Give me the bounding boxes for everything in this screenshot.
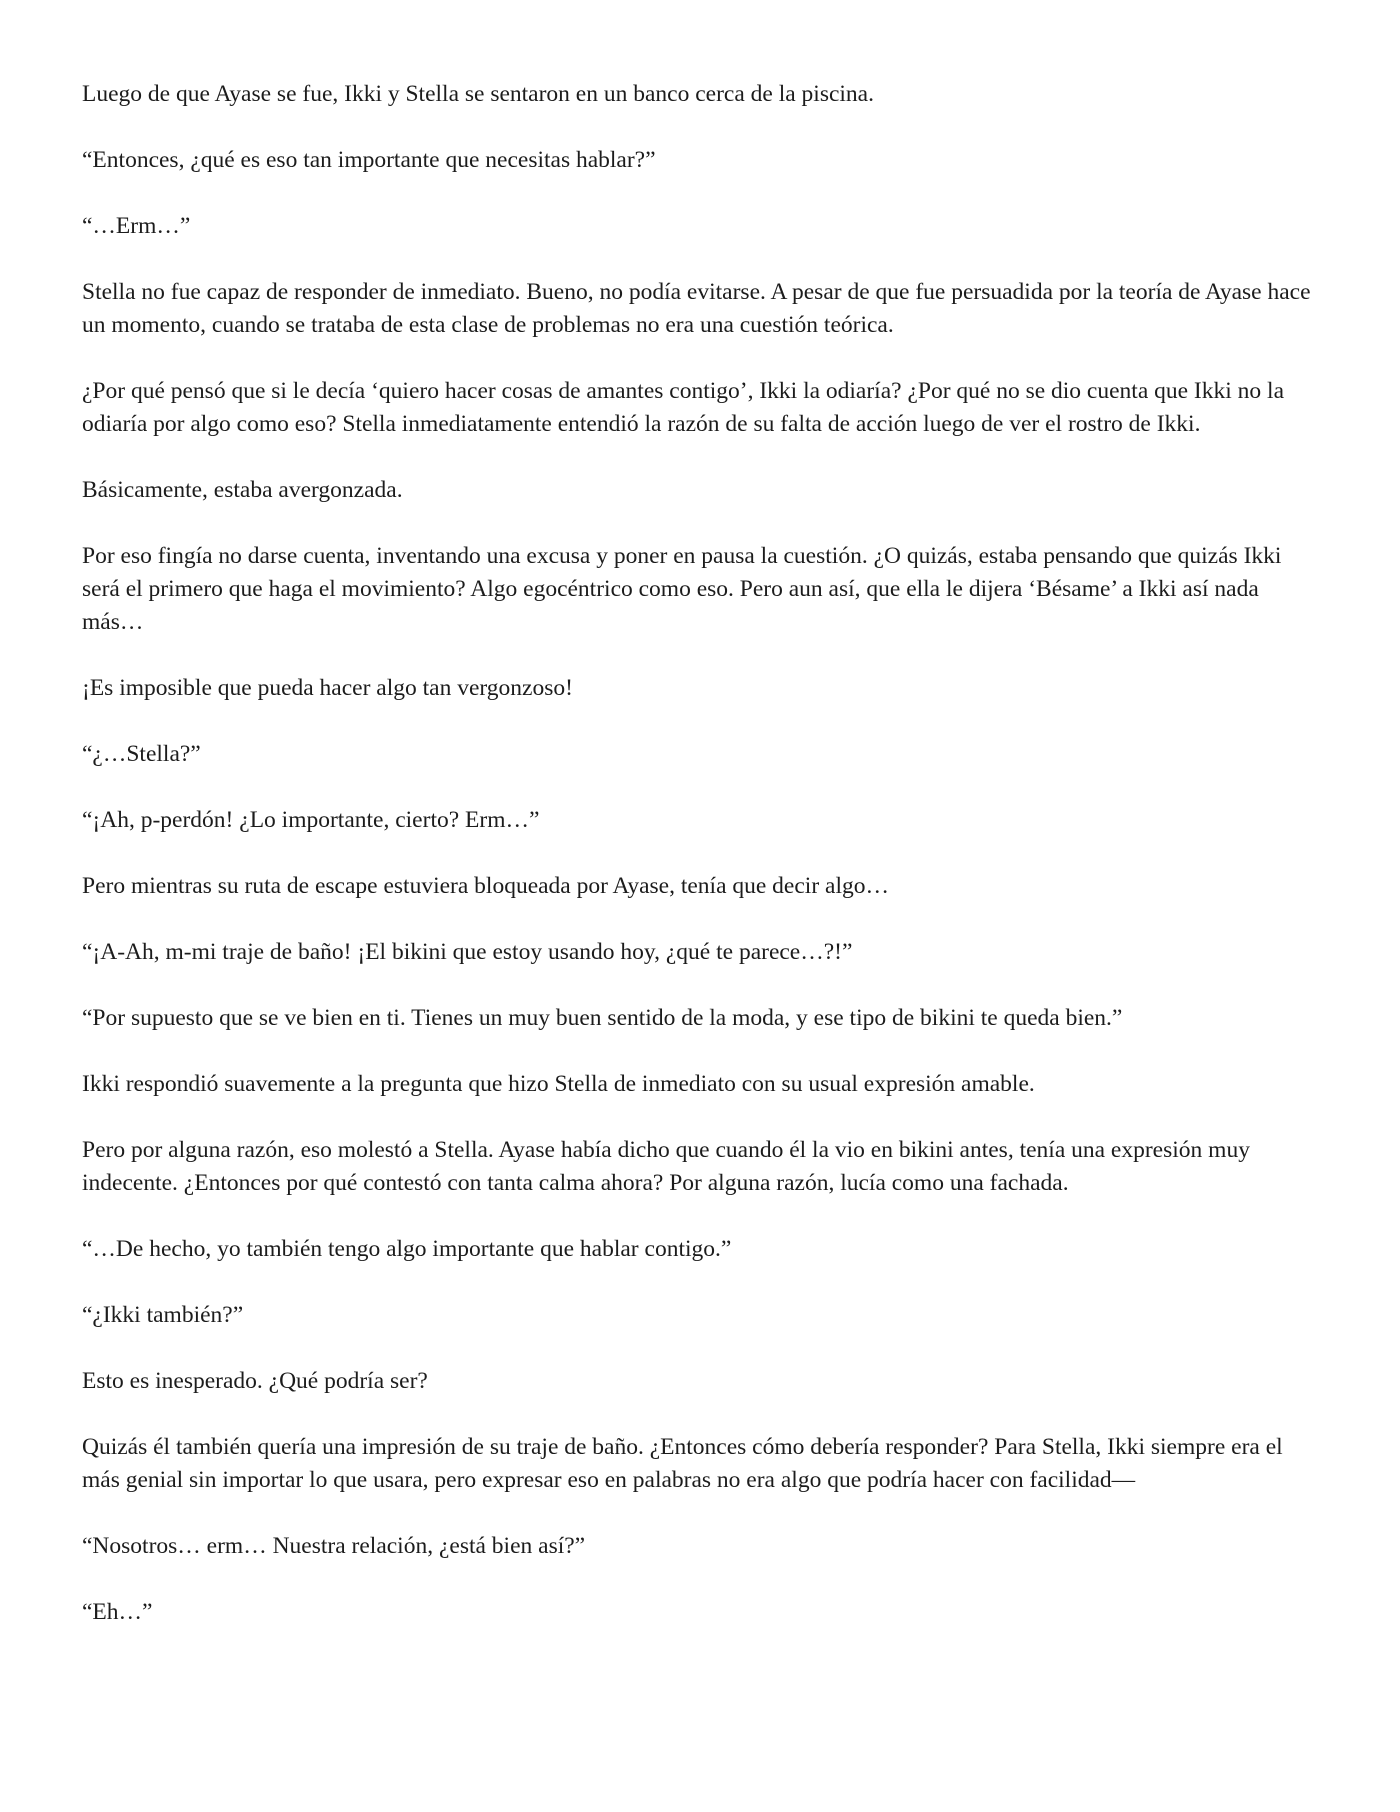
paragraph: “¡A-Ah, m-mi traje de baño! ¡El bikini que estoy usando hoy, ¿qué te parece…?!” (82, 939, 853, 965)
paragraph: “Eh…” (82, 1599, 153, 1625)
paragraph: Stella no fue capaz de responder de inmediato. Bueno, no podía evitarse. A pesar de que fue persuadida por la teoría de Ayase hace un momento, cuando se trataba de esta clase de problemas no era una cuestión teórica. (82, 279, 1311, 338)
paragraph: “…Erm…” (82, 213, 191, 239)
paragraph: “Por supuesto que se ve bien en ti. Tienes un muy buen sentido de la moda, y ese tipo de bikini te queda bien.” (82, 1005, 1123, 1031)
paragraph: “Entonces, ¿qué es eso tan importante que necesitas hablar?” (82, 147, 656, 173)
paragraph: ¿Por qué pensó que si le decía ‘quiero hacer cosas de amantes contigo’, Ikki la odiaría? ¿Por qué no se dio cuenta que Ikki no la odiaría por algo como eso? Stella inmediatamente entendió la razón de su falta de acción luego de ver el rostro de Ikki. (82, 378, 1284, 437)
paragraph: ¡Es imposible que pueda hacer algo tan vergonzoso! (82, 675, 573, 701)
paragraph: Pero mientras su ruta de escape estuviera bloqueada por Ayase, tenía que decir algo… (82, 873, 889, 899)
paragraph: “…De hecho, yo también tengo algo importante que hablar contigo.” (82, 1236, 732, 1262)
paragraph: Pero por alguna razón, eso molestó a Stella. Ayase había dicho que cuando él la vio en bikini antes, tenía una expresión muy indecente. ¿Entonces por qué contestó con tanta calma ahora? Por alguna razón, lucía como una fachada. (82, 1137, 1250, 1196)
paragraph: Ikki respondió suavemente a la pregunta que hizo Stella de inmediato con su usual expresión amable. (82, 1071, 1035, 1097)
paragraph: “¿Ikki también?” (82, 1302, 244, 1328)
paragraph: Por eso fingía no darse cuenta, inventando una excusa y poner en pausa la cuestión. ¿O quizás, estaba pensando que quizás Ikki será el primero que haga el movimiento? Algo egocéntrico como eso. Pero aun así, que ella le dijera ‘Bésame’ a Ikki así nada más… (82, 543, 1282, 635)
paragraph: Luego de que Ayase se fue, Ikki y Stella se sentaron en un banco cerca de la piscina. (82, 81, 874, 107)
paragraph: Básicamente, estaba avergonzada. (82, 477, 403, 503)
paragraph: “¡Ah, p-perdón! ¿Lo importante, cierto? Erm…” (82, 807, 540, 833)
document-page (82, 78, 1322, 1662)
paragraph: Quizás él también quería una impresión de su traje de baño. ¿Entonces cómo debería responder? Para Stella, Ikki siempre era el más genial sin importar lo que usara, pero expresar eso en palabras no era algo que podría hacer con facilidad— (82, 1434, 1283, 1493)
paragraph: “Nosotros… erm… Nuestra relación, ¿está bien así?” (82, 1533, 586, 1559)
paragraph: Esto es inesperado. ¿Qué podría ser? (82, 1368, 428, 1394)
paragraph: “¿…Stella?” (82, 741, 201, 767)
